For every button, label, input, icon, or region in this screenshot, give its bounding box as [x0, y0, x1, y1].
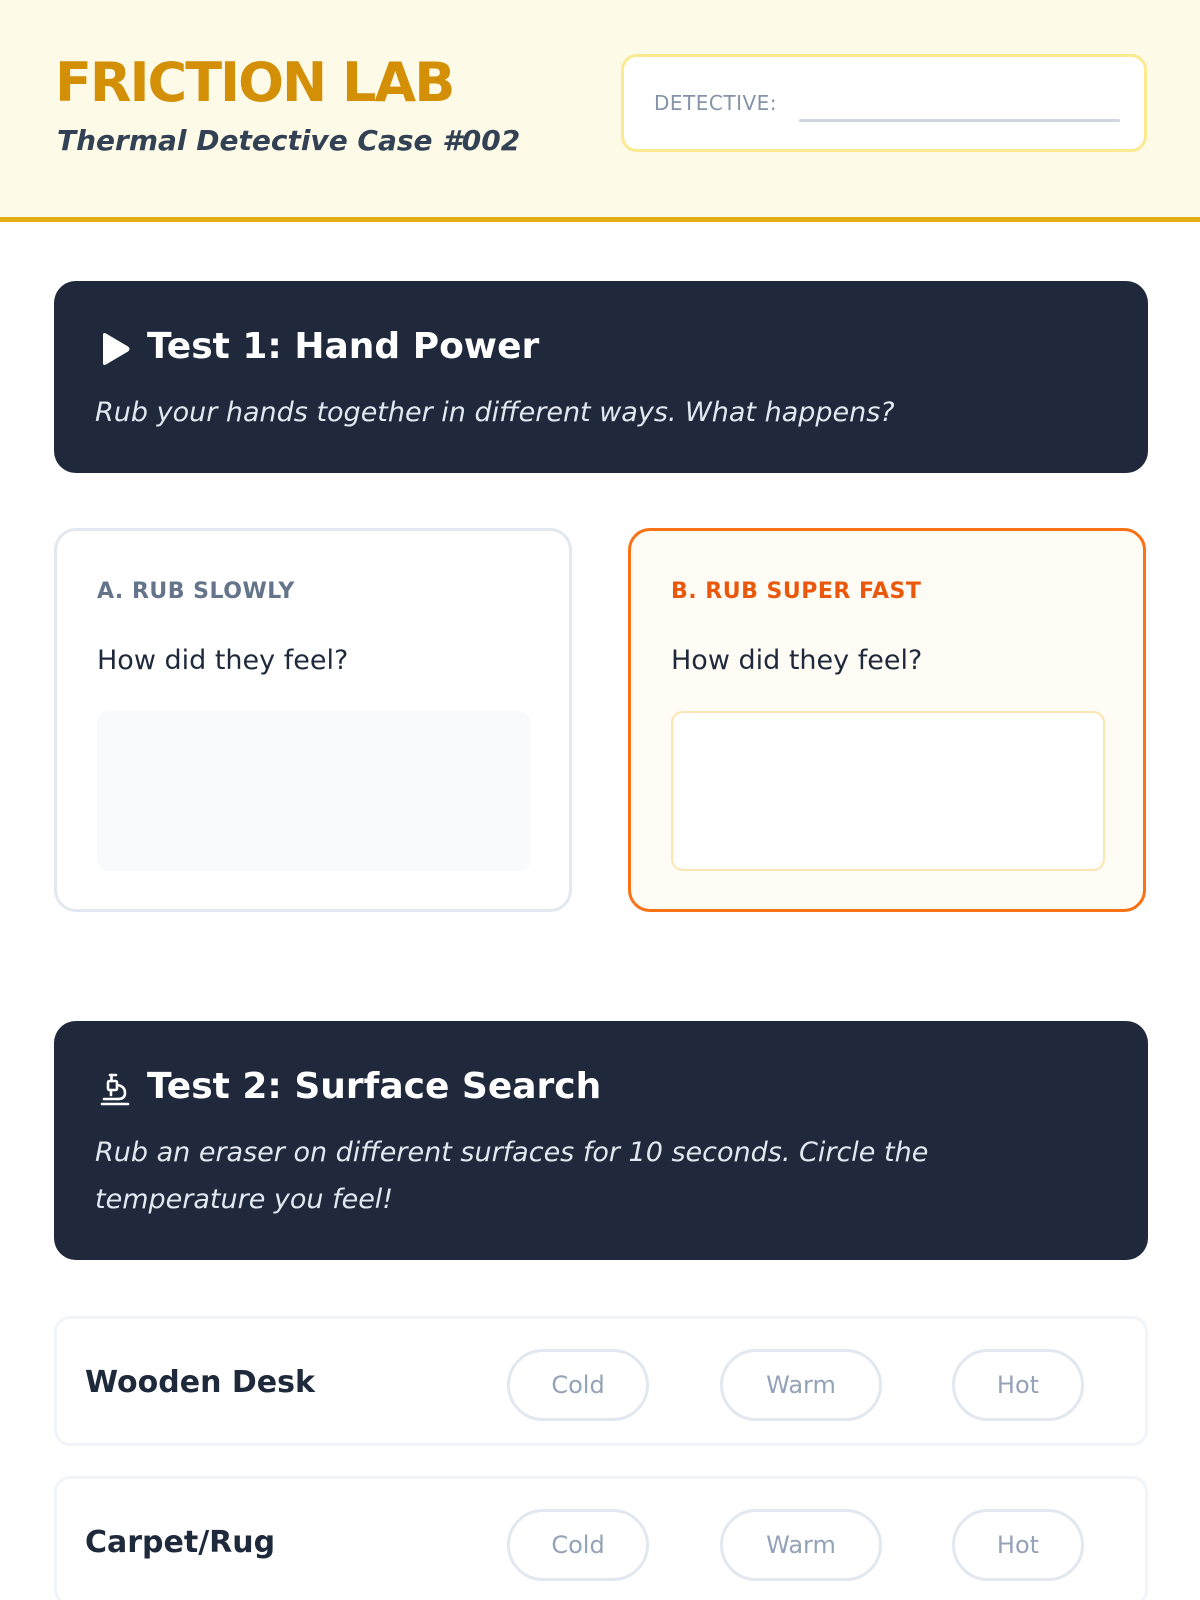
detective-name-field[interactable]: [621, 54, 1147, 152]
test2-description: Rub an eraser on different surfaces for 10 seconds. Circle the temperature you feel!: [95, 1137, 929, 1215]
surface-row-wooden-desk: [54, 1316, 1148, 1446]
page-subtitle: Thermal Detective Case #002: [57, 124, 521, 157]
card-question: How did they feel?: [97, 645, 349, 676]
worksheet-header: [0, 0, 1200, 222]
hot-option[interactable]: Hot: [952, 1509, 1084, 1581]
cold-option[interactable]: Cold: [507, 1349, 649, 1421]
play-icon: [98, 331, 132, 367]
detective-label: DETECTIVE:: [654, 91, 778, 115]
surface-name: Carpet/Rug: [85, 1525, 276, 1560]
test1-banner: [54, 281, 1148, 473]
card-label: B. RUB SUPER FAST: [671, 579, 922, 604]
test2-banner: [54, 1021, 1148, 1260]
page-title: FRICTION LAB: [55, 51, 454, 114]
surface-name: Wooden Desk: [85, 1365, 315, 1400]
rub-fast-answer-box[interactable]: [671, 711, 1105, 871]
test1-title: Test 1: Hand Power: [147, 326, 540, 367]
test2-title: Test 2: Surface Search: [147, 1066, 602, 1107]
rub-slowly-card: [54, 528, 572, 912]
card-question: How did they feel?: [671, 645, 923, 676]
cold-option[interactable]: Cold: [507, 1509, 649, 1581]
detective-name-line[interactable]: [799, 119, 1120, 122]
surface-row-carpet-rug: [54, 1476, 1148, 1600]
warm-option[interactable]: Warm: [720, 1509, 882, 1581]
microscope-icon: [98, 1071, 132, 1107]
rub-fast-card: [628, 528, 1146, 912]
hot-option[interactable]: Hot: [952, 1349, 1084, 1421]
rub-slowly-answer-box[interactable]: [97, 711, 531, 871]
test1-description: Rub your hands together in different ways. What happens?: [95, 397, 895, 428]
warm-option[interactable]: Warm: [720, 1349, 882, 1421]
card-label: A. RUB SLOWLY: [97, 579, 295, 604]
